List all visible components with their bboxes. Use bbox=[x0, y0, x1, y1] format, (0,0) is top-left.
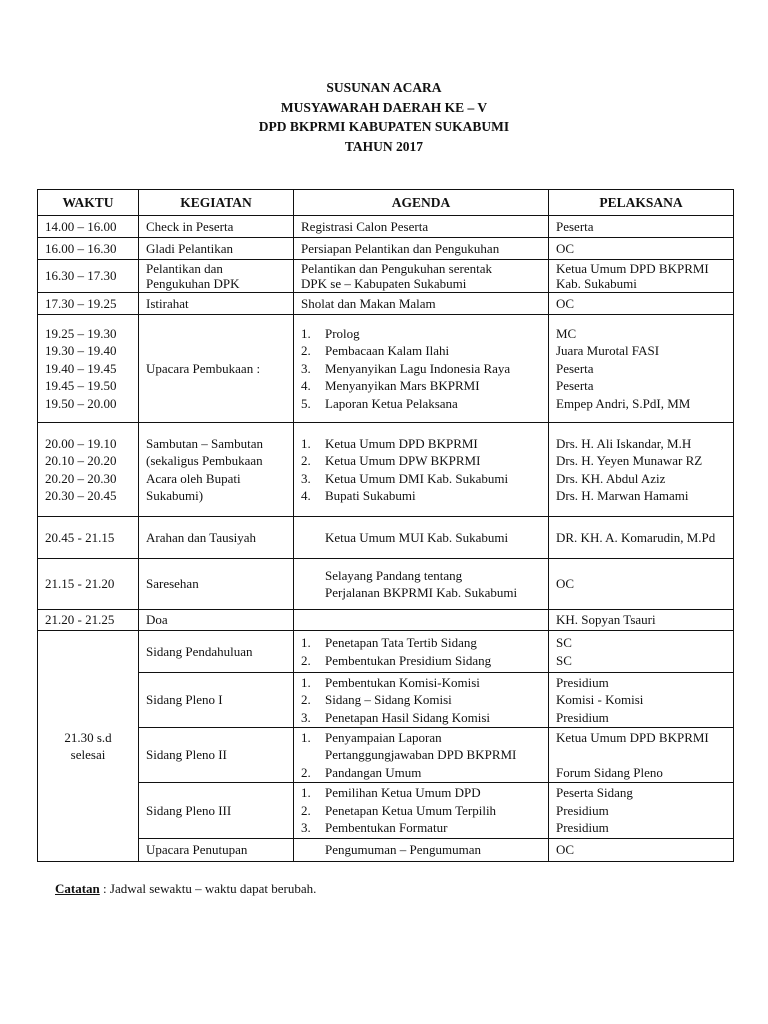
cell-waktu: 16.30 – 17.30 bbox=[38, 260, 139, 293]
cell-waktu bbox=[38, 423, 139, 517]
time-line: 19.45 – 19.50 bbox=[45, 378, 117, 394]
agenda-item bbox=[301, 435, 541, 453]
cell-waktu: 20.45 - 21.15 bbox=[38, 517, 139, 559]
cell-agenda bbox=[294, 631, 549, 673]
cell-kegiatan: Sidang Pleno I bbox=[139, 673, 294, 728]
title-line: MUSYAWARAH DAERAH KE – V bbox=[280, 99, 488, 115]
item-number: 1. bbox=[301, 785, 311, 801]
pelaksana-line: Presidium bbox=[556, 674, 609, 690]
item-number: 3. bbox=[301, 709, 311, 725]
cell-line: Kab. Sukabumi bbox=[556, 276, 637, 291]
cell-pelaksana: OC bbox=[549, 559, 734, 610]
cell-pelaksana: DR. KH. A. Komarudin, M.Pd bbox=[549, 517, 734, 559]
cell-pelaksana bbox=[549, 423, 734, 517]
agenda-item bbox=[301, 487, 541, 505]
item-number: 4. bbox=[301, 488, 311, 503]
item-number: 4. bbox=[301, 378, 311, 394]
item-text: Penetapan Ketua Umum Terpilih bbox=[325, 802, 497, 818]
pelaksana-line: Drs. H. Marwan Hamami bbox=[556, 488, 689, 503]
item-text: Penyampaian Laporan bbox=[325, 729, 442, 745]
table-row bbox=[38, 315, 734, 423]
cell-kegiatan: Upacara Pembukaan : bbox=[139, 315, 294, 423]
agenda-item bbox=[301, 395, 541, 413]
table-row bbox=[38, 559, 734, 610]
item-number: 1. bbox=[301, 635, 311, 650]
cell-pelaksana bbox=[549, 631, 734, 673]
item-number: 2. bbox=[301, 692, 311, 708]
pelaksana-line: Presidium bbox=[556, 709, 609, 725]
agenda-item bbox=[301, 729, 541, 747]
agenda-item bbox=[301, 674, 541, 692]
cell-line: Perjalanan BKPRMI Kab. Sukabumi bbox=[325, 585, 518, 600]
item-number: 2. bbox=[301, 652, 311, 668]
agenda-item bbox=[301, 342, 541, 360]
cell-pelaksana: OC bbox=[549, 293, 734, 315]
pelaksana-line: Peserta bbox=[556, 378, 594, 394]
cell-line: Selayang Pandang tentang bbox=[325, 567, 463, 583]
pelaksana-line: MC bbox=[556, 325, 577, 341]
item-text: Pemilihan Ketua Umum DPD bbox=[325, 785, 481, 801]
cell-kegiatan: Check in Peserta bbox=[139, 216, 294, 238]
item-number: 2. bbox=[301, 453, 311, 468]
table-row bbox=[38, 610, 734, 631]
pelaksana-line: SC bbox=[556, 652, 572, 668]
cell-text: Ketua Umum MUI Kab. Sukabumi bbox=[325, 529, 509, 545]
spacer bbox=[556, 746, 726, 764]
table-row bbox=[38, 293, 734, 315]
cell-line: Acara oleh Bupati bbox=[146, 470, 241, 486]
cell-waktu: 16.00 – 16.30 bbox=[38, 238, 139, 260]
cell-kegiatan: Gladi Pelantikan bbox=[139, 238, 294, 260]
cell-agenda bbox=[294, 260, 549, 293]
item-number: 1. bbox=[301, 674, 311, 690]
cell-pelaksana bbox=[549, 783, 734, 839]
pelaksana-line: Presidium bbox=[556, 820, 609, 836]
pelaksana-line: Drs. H. Yeyen Munawar RZ bbox=[556, 453, 703, 468]
agenda-item-continued: Pertanggungjawaban DPD BKPRMI bbox=[325, 747, 517, 763]
schedule-table bbox=[37, 189, 734, 862]
cell-kegiatan: Upacara Penutupan bbox=[139, 839, 294, 862]
agenda-item bbox=[301, 784, 541, 802]
cell-text: Pengumuman – Pengumuman bbox=[325, 842, 481, 858]
item-text: Laporan Ketua Pelaksana bbox=[325, 395, 458, 411]
item-text: Prolog bbox=[325, 325, 360, 341]
cell-line: (sekaligus Pembukaan bbox=[146, 453, 263, 468]
item-text: Pembentukan Formatur bbox=[325, 820, 448, 836]
item-number: 1. bbox=[301, 325, 311, 341]
header-kegiatan: KEGIATAN bbox=[139, 190, 294, 216]
time-line: 20.00 – 19.10 bbox=[45, 435, 117, 451]
time-line: 19.30 – 19.40 bbox=[45, 343, 117, 359]
item-number: 1. bbox=[301, 729, 311, 745]
cell-agenda bbox=[294, 423, 549, 517]
cell-line: Ketua Umum DPD BKPRMI bbox=[556, 261, 709, 276]
cell-line: 21.30 s.d bbox=[64, 729, 112, 745]
table-row bbox=[38, 423, 734, 517]
cell-agenda bbox=[294, 728, 549, 783]
table-row bbox=[38, 260, 734, 293]
time-line: 20.20 – 20.30 bbox=[45, 470, 117, 486]
cell-kegiatan: Istirahat bbox=[139, 293, 294, 315]
cell-line: Sukabumi) bbox=[146, 488, 204, 503]
cell-kegiatan: Arahan dan Tausiyah bbox=[139, 517, 294, 559]
agenda-item bbox=[301, 802, 541, 820]
item-text: Pembentukan Presidium Sidang bbox=[325, 652, 492, 668]
cell-agenda bbox=[294, 673, 549, 728]
item-number: 2. bbox=[301, 343, 311, 359]
time-line: 19.50 – 20.00 bbox=[45, 395, 117, 411]
cell-pelaksana bbox=[549, 260, 734, 293]
agenda-item bbox=[301, 452, 541, 470]
cell-kegiatan: Doa bbox=[139, 610, 294, 631]
time-line: 19.25 – 19.30 bbox=[45, 325, 117, 341]
time-line: 20.10 – 20.20 bbox=[45, 453, 117, 468]
cell-agenda bbox=[294, 610, 549, 631]
cell-line: Pelantikan dan Pengukuhan serentak bbox=[301, 261, 492, 276]
pelaksana-line: Juara Murotal FASI bbox=[556, 343, 660, 359]
item-text: Pembacaan Kalam Ilahi bbox=[325, 343, 450, 359]
cell-pelaksana: Peserta bbox=[549, 216, 734, 238]
cell-line: selesai bbox=[70, 747, 106, 762]
note-text: : Jadwal sewaktu – waktu dapat berubah. bbox=[99, 881, 317, 896]
item-number: 3. bbox=[301, 820, 311, 836]
cell-agenda: Persiapan Pelantikan dan Pengukuhan bbox=[294, 238, 549, 260]
agenda-item bbox=[301, 764, 541, 782]
title-line: TAHUN 2017 bbox=[344, 138, 424, 154]
cell-waktu bbox=[38, 315, 139, 423]
title-line: SUSUNAN ACARA bbox=[326, 80, 442, 95]
time-line: 19.40 – 19.45 bbox=[45, 360, 117, 376]
schedule-note bbox=[55, 881, 316, 897]
item-number: 5. bbox=[301, 395, 311, 411]
cell-pelaksana: OC bbox=[549, 238, 734, 260]
cell-waktu: 21.15 - 21.20 bbox=[38, 559, 139, 610]
cell-waktu-sidang bbox=[38, 631, 139, 862]
cell-kegiatan: Sidang Pendahuluan bbox=[139, 631, 294, 673]
item-text: Ketua Umum DPW BKPRMI bbox=[325, 453, 481, 468]
header-agenda: AGENDA bbox=[294, 190, 549, 216]
table-row bbox=[38, 216, 734, 238]
cell-kegiatan: Sidang Pleno III bbox=[139, 783, 294, 839]
agenda-item bbox=[301, 709, 541, 727]
table-row bbox=[38, 238, 734, 260]
table-header-row bbox=[38, 190, 734, 216]
item-text: Pandangan Umum bbox=[325, 764, 422, 780]
table-row bbox=[38, 783, 734, 839]
cell-agenda bbox=[294, 559, 549, 610]
item-number: 2. bbox=[301, 764, 311, 780]
item-text: Ketua Umum DPD BKPRMI bbox=[325, 435, 478, 451]
pelaksana-line: Drs. H. Ali Iskandar, M.H bbox=[556, 435, 692, 451]
pelaksana-line: Drs. KH. Abdul Aziz bbox=[556, 470, 666, 486]
item-number: 2. bbox=[301, 802, 311, 818]
item-text: Penetapan Tata Tertib Sidang bbox=[325, 635, 477, 650]
item-number: 3. bbox=[301, 360, 311, 376]
time-line: 20.30 – 20.45 bbox=[45, 488, 117, 503]
title-line: DPD BKPRMI KABUPATEN SUKABUMI bbox=[258, 119, 510, 134]
agenda-item bbox=[301, 634, 541, 652]
item-text: Menyanyikan Mars BKPRMI bbox=[325, 378, 480, 394]
cell-agenda bbox=[294, 315, 549, 423]
document-title bbox=[0, 78, 768, 156]
header-waktu: WAKTU bbox=[38, 190, 139, 216]
item-text: Ketua Umum DMI Kab. Sukabumi bbox=[325, 470, 509, 486]
pelaksana-line: Komisi - Komisi bbox=[556, 692, 644, 708]
note-label: Catatan bbox=[55, 881, 100, 896]
agenda-item bbox=[301, 652, 541, 670]
table-row bbox=[38, 728, 734, 783]
pelaksana-line: Empep Andri, S.PdI, MM bbox=[556, 395, 691, 411]
item-text: Pembentukan Komisi-Komisi bbox=[325, 674, 480, 690]
agenda-item bbox=[301, 819, 541, 837]
pelaksana-line: Forum Sidang Pleno bbox=[556, 764, 663, 780]
item-text: Bupati Sukabumi bbox=[325, 488, 416, 503]
header-pelaksana: PELAKSANA bbox=[549, 190, 734, 216]
cell-line: DPK se – Kabupaten Sukabumi bbox=[301, 276, 467, 291]
agenda-item bbox=[301, 377, 541, 395]
cell-waktu: 21.20 - 21.25 bbox=[38, 610, 139, 631]
cell-line: Pelantikan dan bbox=[146, 261, 223, 276]
cell-pelaksana: OC bbox=[549, 839, 734, 862]
cell-agenda bbox=[294, 517, 549, 559]
table-row bbox=[38, 839, 734, 862]
cell-kegiatan bbox=[139, 423, 294, 517]
pelaksana-line: Ketua Umum DPD BKPRMI bbox=[556, 729, 709, 745]
item-text: Menyanyikan Lagu Indonesia Raya bbox=[325, 360, 511, 376]
cell-waktu: 17.30 – 19.25 bbox=[38, 293, 139, 315]
cell-agenda: Registrasi Calon Peserta bbox=[294, 216, 549, 238]
cell-agenda: Sholat dan Makan Malam bbox=[294, 293, 549, 315]
table-row bbox=[38, 631, 734, 673]
table-row bbox=[38, 517, 734, 559]
cell-pelaksana: KH. Sopyan Tsauri bbox=[549, 610, 734, 631]
agenda-item bbox=[301, 691, 541, 709]
cell-kegiatan: Saresehan bbox=[139, 559, 294, 610]
agenda-item bbox=[301, 470, 541, 488]
pelaksana-line: Peserta Sidang bbox=[556, 785, 633, 801]
item-number: 3. bbox=[301, 470, 311, 486]
cell-agenda bbox=[294, 783, 549, 839]
cell-pelaksana bbox=[549, 728, 734, 783]
agenda-item bbox=[301, 325, 541, 343]
pelaksana-line: Presidium bbox=[556, 802, 609, 818]
pelaksana-line: SC bbox=[556, 635, 572, 650]
agenda-item bbox=[301, 360, 541, 378]
item-text: Sidang – Sidang Komisi bbox=[325, 692, 452, 708]
cell-line: Pengukuhan DPK bbox=[146, 276, 240, 291]
item-number: 1. bbox=[301, 435, 311, 451]
cell-agenda bbox=[294, 839, 549, 862]
cell-kegiatan bbox=[139, 260, 294, 293]
table-row bbox=[38, 673, 734, 728]
cell-pelaksana bbox=[549, 673, 734, 728]
cell-kegiatan: Sidang Pleno II bbox=[139, 728, 294, 783]
item-text: Penetapan Hasil Sidang Komisi bbox=[325, 709, 491, 725]
cell-line: Sambutan – Sambutan bbox=[146, 435, 263, 451]
cell-pelaksana bbox=[549, 315, 734, 423]
cell-waktu: 14.00 – 16.00 bbox=[38, 216, 139, 238]
pelaksana-line: Peserta bbox=[556, 360, 594, 376]
